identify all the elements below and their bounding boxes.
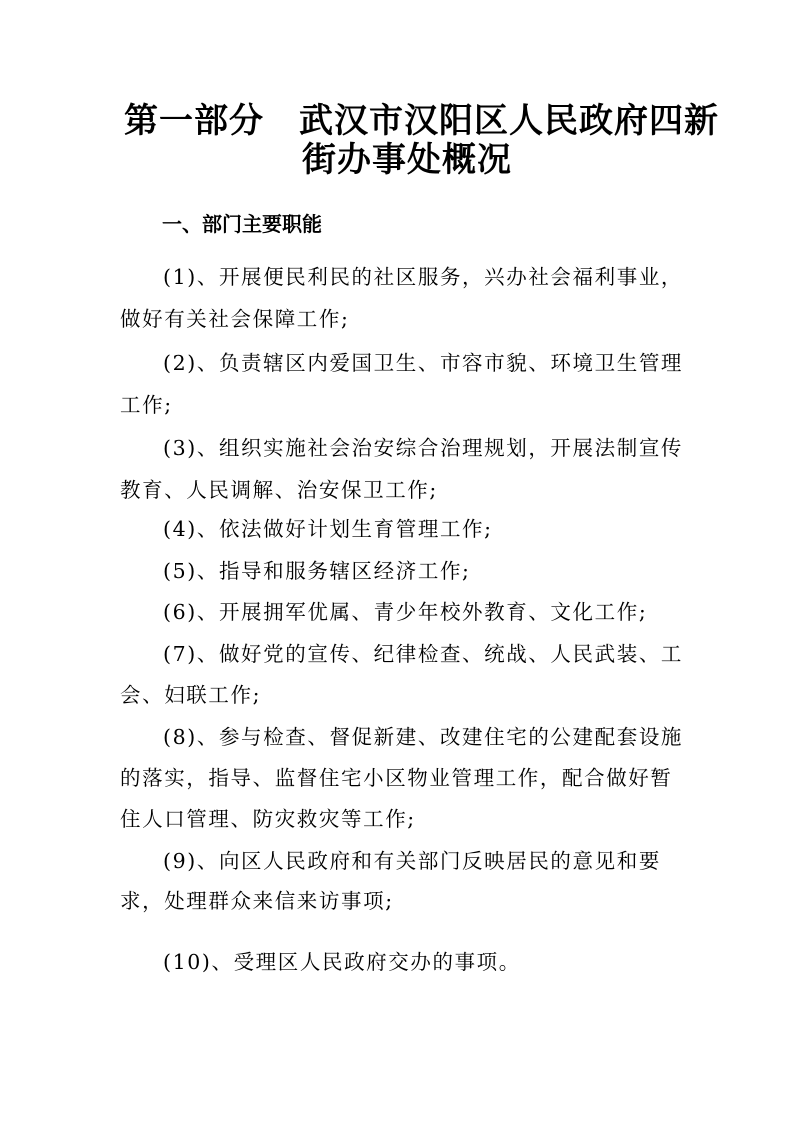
page-title-continued: 街办事处概况 <box>302 140 512 180</box>
page-title: 第一部分 武汉市汉阳区人民政府四新 <box>124 101 719 141</box>
duty-item-8: (8)、参与检查、督促新建、改建住宅的公建配套设施 <box>163 725 684 749</box>
duty-item-1: (1)、开展便民利民的社区服务，兴办社会福利事业， <box>163 265 684 289</box>
duty-item-1-continued: 做好有关社会保障工作; <box>120 307 350 331</box>
duty-item-10: (10)、受理区人民政府交办的事项。 <box>163 950 521 974</box>
duty-item-2-continued: 工作; <box>120 393 173 417</box>
duty-item-8-continued: 的落实，指导、监督住宅小区物业管理工作，配合做好暂 <box>120 766 673 790</box>
duty-item-7: (7)、做好党的宣传、纪律检查、统战、人民武装、工 <box>163 642 684 666</box>
duty-item-9-continued: 求，处理群众来信来访事项; <box>120 889 394 913</box>
duty-item-2: (2)、负责辖区内爱国卫生、市容市貌、环境卫生管理 <box>163 351 684 375</box>
duty-item-7-continued: 会、妇联工作; <box>120 683 262 707</box>
duty-item-9: (9)、向区人民政府和有关部门反映居民的意见和要 <box>163 849 661 873</box>
duty-item-5: (5)、指导和服务辖区经济工作; <box>163 559 471 583</box>
duty-item-8-continued: 住人口管理、防灾救灾等工作; <box>120 807 416 831</box>
section-heading: 一、部门主要职能 <box>162 212 322 236</box>
duty-item-6: (6)、开展拥军优属、青少年校外教育、文化工作; <box>163 600 648 624</box>
duty-item-3-continued: 教育、人民调解、治安保卫工作; <box>120 478 438 502</box>
duty-item-4: (4)、依法做好计划生育管理工作; <box>163 517 493 541</box>
duty-item-3: (3)、组织实施社会治安综合治理规划，开展法制宣传 <box>163 436 684 460</box>
